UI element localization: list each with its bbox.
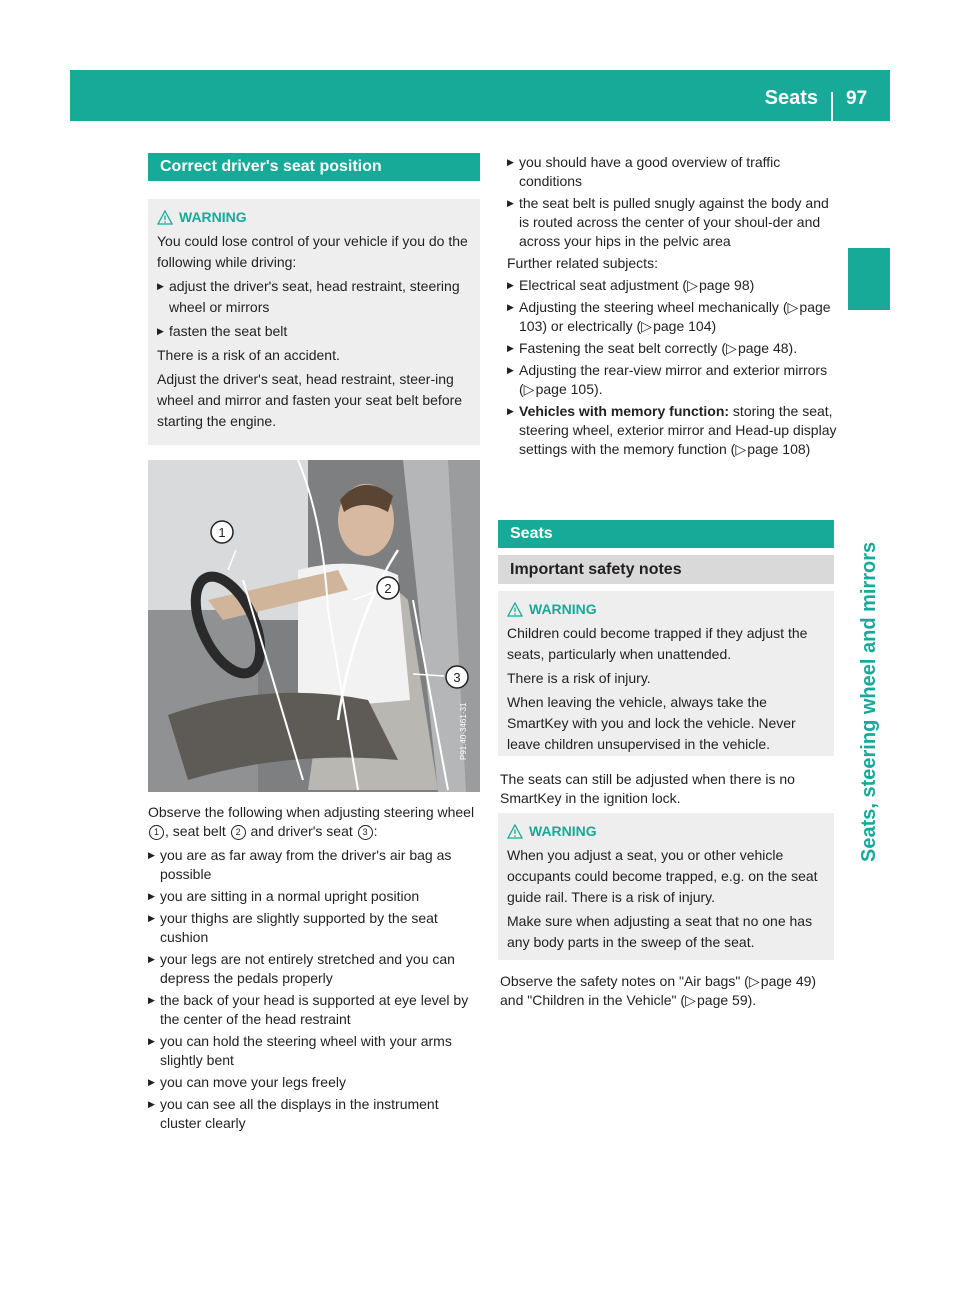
- warning-advice: Adjust the driver's seat, head restraint, steer-ing wheel and mirror and fasten your seat belt before starting the engine.: [157, 371, 463, 429]
- list-item: ▶ you can see all the displays in the instrument cluster clearly: [148, 1096, 439, 1131]
- warning-box-children: [498, 591, 834, 756]
- header-divider: [831, 92, 833, 121]
- list-item: ▶ you are sitting in a normal upright position: [148, 888, 420, 904]
- seat-position-bullets: [148, 846, 482, 1133]
- list-item: ▶ the back of your head is supported at eye level by the center of the head restraint: [148, 992, 469, 1027]
- list-item: ▶ you should have a good overview of traffic conditions: [507, 154, 781, 189]
- page-link[interactable]: page 48: [737, 340, 789, 356]
- list-item: ▶ your legs are not entirely stretched and you can depress the pedals properly: [148, 951, 455, 986]
- warning-advice: When leaving the vehicle, always take the SmartKey with you and lock the vehicle. Never leave children unsupervised in the vehicle.: [507, 694, 796, 752]
- page-link[interactable]: page 104: [653, 318, 712, 334]
- ref-num-1: 1: [149, 825, 164, 840]
- page-link[interactable]: page 103: [519, 299, 831, 334]
- list-item: ▶ your thighs are slightly supported by the seat cushion: [148, 910, 438, 945]
- chapter-title: Seats: [764, 87, 818, 109]
- section-heading-seat-position: Correct driver's seat position: [148, 153, 480, 181]
- ref-num-3: 3: [358, 825, 373, 840]
- page-link[interactable]: page 49: [760, 973, 812, 989]
- list-item: ▶ fasten the seat belt: [157, 323, 288, 339]
- warning-label: WARNING: [529, 601, 597, 617]
- figure-code: P91.40-3461-31: [459, 702, 468, 760]
- side-tab-marker: [848, 248, 890, 310]
- observe-safety-paragraph: Observe the safety notes on "Air bags" (▷ page 49) and "Children in the Vehicle" (▷ page 59).: [500, 973, 817, 1008]
- list-item: ▶ you can move your legs freely: [148, 1074, 346, 1090]
- callout-1: [211, 521, 233, 543]
- warning-advice: Make sure when adjusting a seat that no one has any body parts in the sweep of the seat.: [507, 913, 813, 950]
- list-item: ▶ Vehicles with memory function: storing the seat, steering wheel, exterior mirror and Head-up display settings with the memory function (▷ page 108): [507, 403, 837, 457]
- ref-num-2: 2: [231, 825, 246, 840]
- list-item: ▶ the seat belt is pulled snugly against the body and is routed across the center of your shoul-der and across your hips in the pelvic area: [507, 195, 829, 249]
- list-item: ▶ Adjusting the rear-view mirror and exterior mirrors (▷ page 105).: [507, 362, 828, 397]
- svg-text:3: 3: [453, 670, 461, 685]
- warning-triangle-icon: [507, 824, 523, 839]
- smartkey-paragraph: The seats can still be adjusted when there is no SmartKey in the ignition lock.: [500, 771, 795, 806]
- further-subjects-label: Further related subjects:: [507, 255, 658, 271]
- warning-label: WARNING: [179, 209, 247, 225]
- section-heading-seats: Seats: [498, 520, 834, 548]
- page-number: 97: [846, 88, 868, 109]
- list-item: ▶ you are as far away from the driver's air bag as possible: [148, 847, 452, 882]
- warning-risk: There is a risk of an accident.: [157, 347, 340, 363]
- page-header: [70, 70, 890, 121]
- related-subjects-list: [507, 276, 837, 459]
- page-link[interactable]: page 105: [535, 381, 595, 397]
- callout-2: [377, 577, 399, 599]
- warning-bullets: [157, 276, 474, 342]
- warning-risk: There is a risk of injury.: [507, 670, 651, 686]
- warning-title: [157, 207, 474, 228]
- page-link[interactable]: page 108: [747, 441, 806, 457]
- list-item: ▶ Electrical seat adjustment (▷ page 98): [507, 277, 755, 293]
- seat-belt-bullets: [507, 153, 837, 251]
- driver-seat-illustration: [148, 460, 480, 792]
- page-link[interactable]: page 59: [697, 992, 748, 1008]
- warning-box-trapped: [498, 813, 834, 960]
- warning-intro: You could lose control of your vehicle if you do the following while driving:: [157, 233, 468, 270]
- callout-3: [446, 666, 468, 688]
- svg-text:1: 1: [218, 525, 226, 540]
- list-item: ▶ adjust the driver's seat, head restraint, steering wheel or mirrors: [157, 278, 460, 315]
- left-text-block: [148, 803, 482, 1136]
- list-item: ▶ you can hold the steering wheel with your arms slightly bent: [148, 1033, 452, 1068]
- side-chapter-label: Seats, steering wheel and mirrors: [858, 541, 880, 862]
- list-item: ▶ Fastening the seat belt correctly (▷ page 48).: [507, 340, 798, 356]
- svg-text:2: 2: [384, 581, 392, 596]
- observe-paragraph: Observe the following when adjusting steering wheel 1 , seat belt 2 and driver's seat 3 :: [148, 804, 475, 839]
- subsection-heading-safety: Important safety notes: [498, 555, 834, 584]
- page-link[interactable]: page 98: [699, 277, 750, 293]
- warning-triangle-icon: [157, 210, 173, 225]
- right-text-block: [507, 153, 837, 462]
- warning-label: WARNING: [529, 823, 597, 839]
- warning-text: Children could become trapped if they adjust the seats, particularly when unattended.: [507, 625, 808, 662]
- list-item: ▶ Adjusting the steering wheel mechanically (▷ page 103) or electrically (▷ page 104): [507, 299, 831, 334]
- warning-title: [507, 599, 828, 620]
- warning-triangle-icon: [507, 602, 523, 617]
- warning-text: When you adjust a seat, you or other vehicle occupants could become trapped, e.g. on the seat guide rail. There is a risk of injury.: [507, 847, 818, 905]
- warning-box-driving: [148, 199, 480, 445]
- warning-title: [507, 821, 828, 842]
